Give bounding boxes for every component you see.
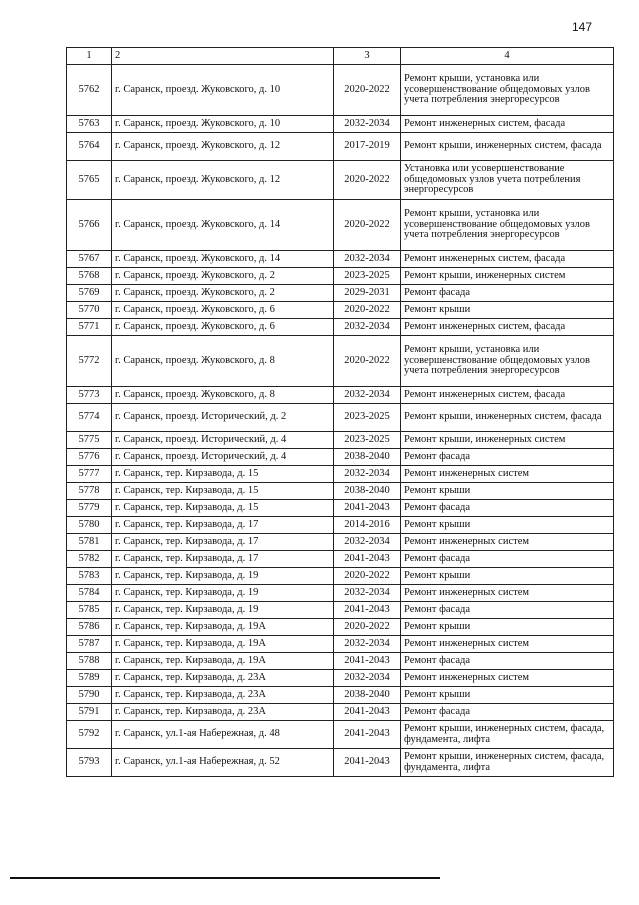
period-cell: 2032-2034 [334,670,401,687]
column-header-1: 1 [67,48,112,65]
period-cell: 2038-2040 [334,483,401,500]
work-type-cell: Ремонт крыши, инженерных систем, фасада [401,404,614,432]
address-cell: г. Саранск, тер. Кирзавода, д. 19А [112,636,334,653]
address-cell: г. Саранск, проезд. Жуковского, д. 8 [112,387,334,404]
period-cell: 2032-2034 [334,387,401,404]
row-number-cell: 5777 [67,466,112,483]
row-number-cell: 5762 [67,65,112,116]
address-cell: г. Саранск, тер. Кирзавода, д. 23А [112,670,334,687]
row-number-cell: 5788 [67,653,112,670]
row-number-cell: 5765 [67,161,112,200]
work-type-cell: Ремонт крыши, инженерных систем, фасада [401,133,614,161]
period-cell: 2020-2022 [334,65,401,116]
work-type-cell: Ремонт крыши [401,568,614,585]
address-cell: г. Саранск, тер. Кирзавода, д. 15 [112,500,334,517]
table-body [67,65,614,777]
row-number-cell: 5786 [67,619,112,636]
address-cell: г. Саранск, тер. Кирзавода, д. 15 [112,466,334,483]
period-cell: 2017-2019 [334,133,401,161]
row-number-cell: 5774 [67,404,112,432]
address-cell: г. Саранск, тер. Кирзавода, д. 15 [112,483,334,500]
address-cell: г. Саранск, проезд. Жуковского, д. 8 [112,336,334,387]
table-row [67,336,614,387]
row-number-cell: 5790 [67,687,112,704]
period-cell: 2032-2034 [334,636,401,653]
row-number-cell: 5779 [67,500,112,517]
address-cell: г. Саранск, тер. Кирзавода, д. 17 [112,517,334,534]
work-type-cell: Ремонт инженерных систем, фасада [401,319,614,336]
period-cell: 2032-2034 [334,585,401,602]
table-row [67,251,614,268]
work-type-cell: Ремонт инженерных систем [401,534,614,551]
table-row [67,449,614,466]
work-type-cell: Ремонт крыши [401,483,614,500]
table-row [67,687,614,704]
table-row [67,619,614,636]
work-type-cell: Ремонт инженерных систем, фасада [401,116,614,133]
work-type-cell: Ремонт крыши, установка или усовершенствование общедомовых узлов учета потребления энергоресурсов [401,336,614,387]
row-number-cell: 5776 [67,449,112,466]
address-cell: г. Саранск, проезд. Жуковского, д. 6 [112,319,334,336]
work-type-cell: Ремонт фасада [401,449,614,466]
work-type-cell: Установка или усовершенствование общедомовых узлов учета потребления энергоресурсов [401,161,614,200]
work-type-cell: Ремонт крыши, установка или усовершенствование общедомовых узлов учета потребления энергоресурсов [401,200,614,251]
period-cell: 2032-2034 [334,466,401,483]
address-cell: г. Саранск, проезд. Исторический, д. 4 [112,432,334,449]
row-number-cell: 5789 [67,670,112,687]
row-number-cell: 5767 [67,251,112,268]
row-number-cell: 5766 [67,200,112,251]
row-number-cell: 5782 [67,551,112,568]
period-cell: 2041-2043 [334,704,401,721]
row-number-cell: 5792 [67,721,112,749]
address-cell: г. Саранск, тер. Кирзавода, д. 23А [112,704,334,721]
address-cell: г. Саранск, тер. Кирзавода, д. 23А [112,687,334,704]
table-row [67,302,614,319]
table-row [67,568,614,585]
row-number-cell: 5793 [67,749,112,777]
period-cell: 2029-2031 [334,285,401,302]
address-cell: г. Саранск, тер. Кирзавода, д. 17 [112,534,334,551]
period-cell: 2041-2043 [334,602,401,619]
work-type-cell: Ремонт крыши, инженерных систем [401,268,614,285]
period-cell: 2014-2016 [334,517,401,534]
period-cell: 2041-2043 [334,721,401,749]
row-number-cell: 5764 [67,133,112,161]
table-row [67,602,614,619]
address-cell: г. Саранск, тер. Кирзавода, д. 19А [112,619,334,636]
work-type-cell: Ремонт крыши [401,302,614,319]
row-number-cell: 5784 [67,585,112,602]
work-type-cell: Ремонт крыши, инженерных систем, фасада, фундамента, лифта [401,721,614,749]
work-type-cell: Ремонт крыши, установка или усовершенствование общедомовых узлов учета потребления энергоресурсов [401,65,614,116]
table-row [67,161,614,200]
row-number-cell: 5783 [67,568,112,585]
period-cell: 2023-2025 [334,268,401,285]
period-cell: 2032-2034 [334,534,401,551]
work-type-cell: Ремонт инженерных систем [401,466,614,483]
table-row [67,466,614,483]
page-number: 147 [572,20,593,34]
table-row [67,721,614,749]
row-number-cell: 5772 [67,336,112,387]
table-row [67,500,614,517]
table-row [67,200,614,251]
address-cell: г. Саранск, ул.1-ая Набережная, д. 48 [112,721,334,749]
table-row [67,285,614,302]
table-row [67,133,614,161]
row-number-cell: 5770 [67,302,112,319]
table-row [67,585,614,602]
address-cell: г. Саранск, проезд. Исторический, д. 2 [112,404,334,432]
bottom-rule [10,877,440,879]
address-cell: г. Саранск, тер. Кирзавода, д. 19 [112,568,334,585]
table-row [67,517,614,534]
address-cell: г. Саранск, проезд. Жуковского, д. 2 [112,268,334,285]
address-cell: г. Саранск, тер. Кирзавода, д. 19 [112,602,334,619]
address-cell: г. Саранск, проезд. Жуковского, д. 6 [112,302,334,319]
work-type-cell: Ремонт инженерных систем [401,636,614,653]
row-number-cell: 5771 [67,319,112,336]
period-cell: 2038-2040 [334,687,401,704]
table-row [67,116,614,133]
address-cell: г. Саранск, тер. Кирзавода, д. 19 [112,585,334,602]
address-cell: г. Саранск, проезд. Жуковского, д. 14 [112,251,334,268]
address-cell: г. Саранск, проезд. Жуковского, д. 12 [112,161,334,200]
table-row [67,670,614,687]
row-number-cell: 5780 [67,517,112,534]
period-cell: 2032-2034 [334,251,401,268]
row-number-cell: 5778 [67,483,112,500]
table-row [67,268,614,285]
period-cell: 2041-2043 [334,551,401,568]
period-cell: 2023-2025 [334,432,401,449]
table-row [67,704,614,721]
work-type-cell: Ремонт фасада [401,653,614,670]
row-number-cell: 5781 [67,534,112,551]
table-row [67,534,614,551]
work-type-cell: Ремонт инженерных систем, фасада [401,251,614,268]
period-cell: 2032-2034 [334,116,401,133]
table-row [67,653,614,670]
work-type-cell: Ремонт фасада [401,551,614,568]
row-number-cell: 5785 [67,602,112,619]
period-cell: 2032-2034 [334,319,401,336]
work-type-cell: Ремонт фасада [401,602,614,619]
address-cell: г. Саранск, проезд. Жуковского, д. 14 [112,200,334,251]
period-cell: 2020-2022 [334,200,401,251]
table-row [67,387,614,404]
address-cell: г. Саранск, проезд. Жуковского, д. 2 [112,285,334,302]
header-row [67,48,614,65]
address-cell: г. Саранск, тер. Кирзавода, д. 19А [112,653,334,670]
work-type-cell: Ремонт фасада [401,285,614,302]
period-cell: 2023-2025 [334,404,401,432]
address-cell: г. Саранск, проезд. Исторический, д. 4 [112,449,334,466]
work-type-cell: Ремонт крыши [401,687,614,704]
row-number-cell: 5787 [67,636,112,653]
row-number-cell: 5773 [67,387,112,404]
period-cell: 2020-2022 [334,161,401,200]
period-cell: 2041-2043 [334,500,401,517]
work-type-cell: Ремонт крыши, инженерных систем [401,432,614,449]
period-cell: 2038-2040 [334,449,401,466]
table-row [67,404,614,432]
row-number-cell: 5763 [67,116,112,133]
address-cell: г. Саранск, проезд. Жуковского, д. 12 [112,133,334,161]
address-cell: г. Саранск, ул.1-ая Набережная, д. 52 [112,749,334,777]
table-row [67,551,614,568]
table-row [67,636,614,653]
column-header-4: 4 [401,48,614,65]
row-number-cell: 5768 [67,268,112,285]
table-row [67,432,614,449]
work-type-cell: Ремонт инженерных систем, фасада [401,387,614,404]
row-number-cell: 5769 [67,285,112,302]
address-cell: г. Саранск, проезд. Жуковского, д. 10 [112,116,334,133]
work-type-cell: Ремонт инженерных систем [401,670,614,687]
column-header-2: 2 [112,48,334,65]
column-header-3: 3 [334,48,401,65]
address-cell: г. Саранск, проезд. Жуковского, д. 10 [112,65,334,116]
work-type-cell: Ремонт фасада [401,500,614,517]
work-type-cell: Ремонт крыши [401,517,614,534]
period-cell: 2041-2043 [334,749,401,777]
period-cell: 2041-2043 [334,653,401,670]
row-number-cell: 5775 [67,432,112,449]
row-number-cell: 5791 [67,704,112,721]
work-type-cell: Ремонт крыши, инженерных систем, фасада, фундамента, лифта [401,749,614,777]
period-cell: 2020-2022 [334,302,401,319]
table-row [67,319,614,336]
table-row [67,483,614,500]
table-row [67,65,614,116]
address-cell: г. Саранск, тер. Кирзавода, д. 17 [112,551,334,568]
work-type-cell: Ремонт фасада [401,704,614,721]
repair-schedule-table [66,47,614,777]
work-type-cell: Ремонт инженерных систем [401,585,614,602]
period-cell: 2020-2022 [334,336,401,387]
period-cell: 2020-2022 [334,568,401,585]
work-type-cell: Ремонт крыши [401,619,614,636]
period-cell: 2020-2022 [334,619,401,636]
table-row [67,749,614,777]
